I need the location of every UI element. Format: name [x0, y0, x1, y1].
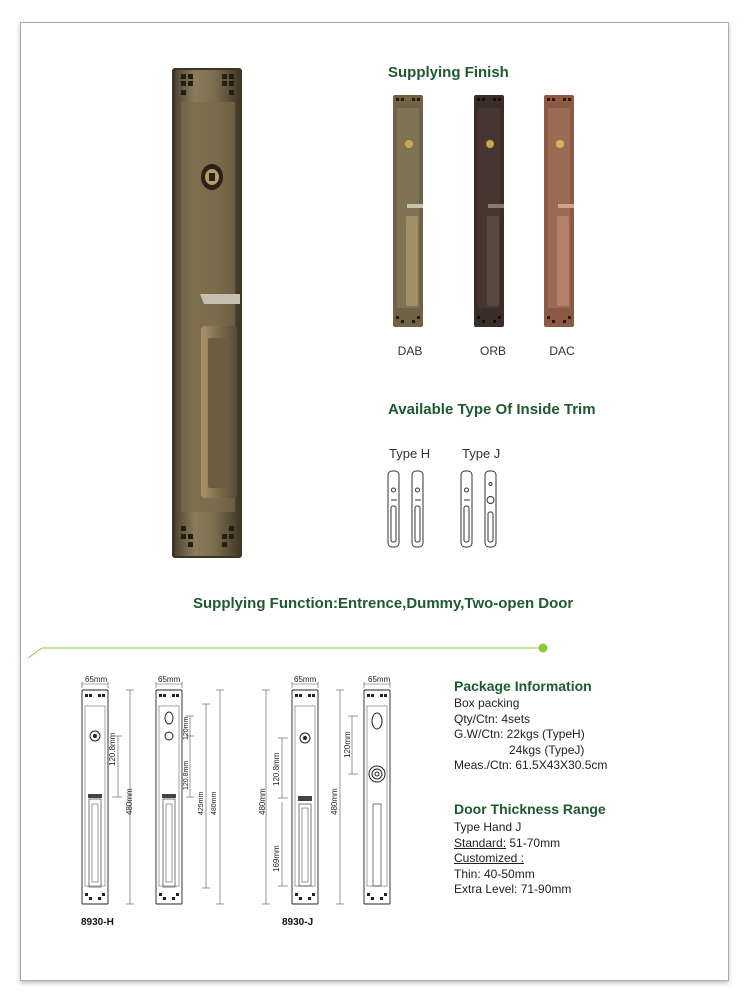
package-line-meas: Meas./Ctn: 61.5X43X30.5cm [454, 758, 608, 772]
dim-h1-total: 480mm [125, 788, 134, 815]
dim-h2-total: 480mm [211, 791, 218, 815]
package-line-qty: Qty/Ctn: 4sets [454, 711, 531, 726]
package-line-gw-j: 24kgs (TypeJ) [509, 742, 585, 757]
section-divider [28, 640, 553, 660]
thickness-customized-line [454, 851, 571, 867]
finish-dab-image [392, 94, 426, 330]
drawing-8930-h-inside [146, 676, 231, 908]
customized-label: Customized : [454, 851, 525, 865]
drawing-8930-j-inside [330, 676, 400, 908]
standard-value: 51-70mm [506, 835, 561, 850]
dim-h2-top: 120mm [183, 716, 190, 740]
main-handleset-image [170, 66, 246, 560]
dim-h2-lower: 425mm [198, 791, 205, 815]
type-j-label: Type J [462, 446, 501, 461]
finish-dac-image [543, 94, 577, 330]
finish-label-orb: ORB [479, 344, 506, 358]
package-info-list [454, 696, 607, 774]
drawing-8930-j-outside [258, 676, 328, 908]
supplying-function-text: Supplying Function:Entrence,Dummy,Two-open Door [193, 595, 574, 612]
door-thickness-list [454, 820, 571, 898]
type-h-drawing [387, 470, 427, 550]
dim-j2-width: 65mm [368, 675, 391, 684]
package-info-heading: Package Information [454, 678, 592, 694]
dim-j1-width: 65mm [294, 675, 317, 684]
finish-label-dab: DAB [397, 344, 423, 358]
thickness-thin-line: Thin: 40-50mm [454, 866, 535, 881]
dim-h2-mid: 120.8mm [183, 760, 190, 790]
dim-j2-total: 480mm [330, 788, 339, 815]
dim-h2-width: 65mm [158, 675, 181, 684]
model-label-8930-j: 8930-J [282, 917, 314, 928]
type-h-label: Type H [389, 446, 431, 461]
dim-h1-bolt: 120.8mm [108, 732, 117, 766]
thickness-extra-line: Extra Level: 71-90mm [454, 882, 572, 896]
package-line-box: Box packing [454, 696, 520, 710]
dim-j2-top: 120mm [343, 731, 352, 758]
dim-j1-low: 169mm [272, 845, 281, 872]
package-line-gw-h: G.W/Ctn: 22kgs (TypeH) [454, 727, 585, 741]
supplying-finish-heading: Supplying Finish [388, 64, 509, 81]
thickness-type-line: Type Hand J [454, 820, 522, 834]
type-j-drawing [460, 470, 500, 550]
door-thickness-heading: Door Thickness Range [454, 801, 606, 817]
inside-trim-heading: Available Type Of Inside Trim [388, 401, 596, 418]
dim-h1-width: 65mm [85, 675, 108, 684]
finish-label-dac: DAC [549, 344, 575, 358]
model-label-8930-h: 8930-H [81, 917, 114, 928]
dim-j1-total: 480mm [258, 788, 267, 815]
finish-orb-image [473, 94, 507, 330]
dim-j1-mid: 120.8mm [272, 752, 281, 786]
thickness-standard-line [454, 836, 571, 852]
standard-label: Standard: [454, 835, 507, 850]
